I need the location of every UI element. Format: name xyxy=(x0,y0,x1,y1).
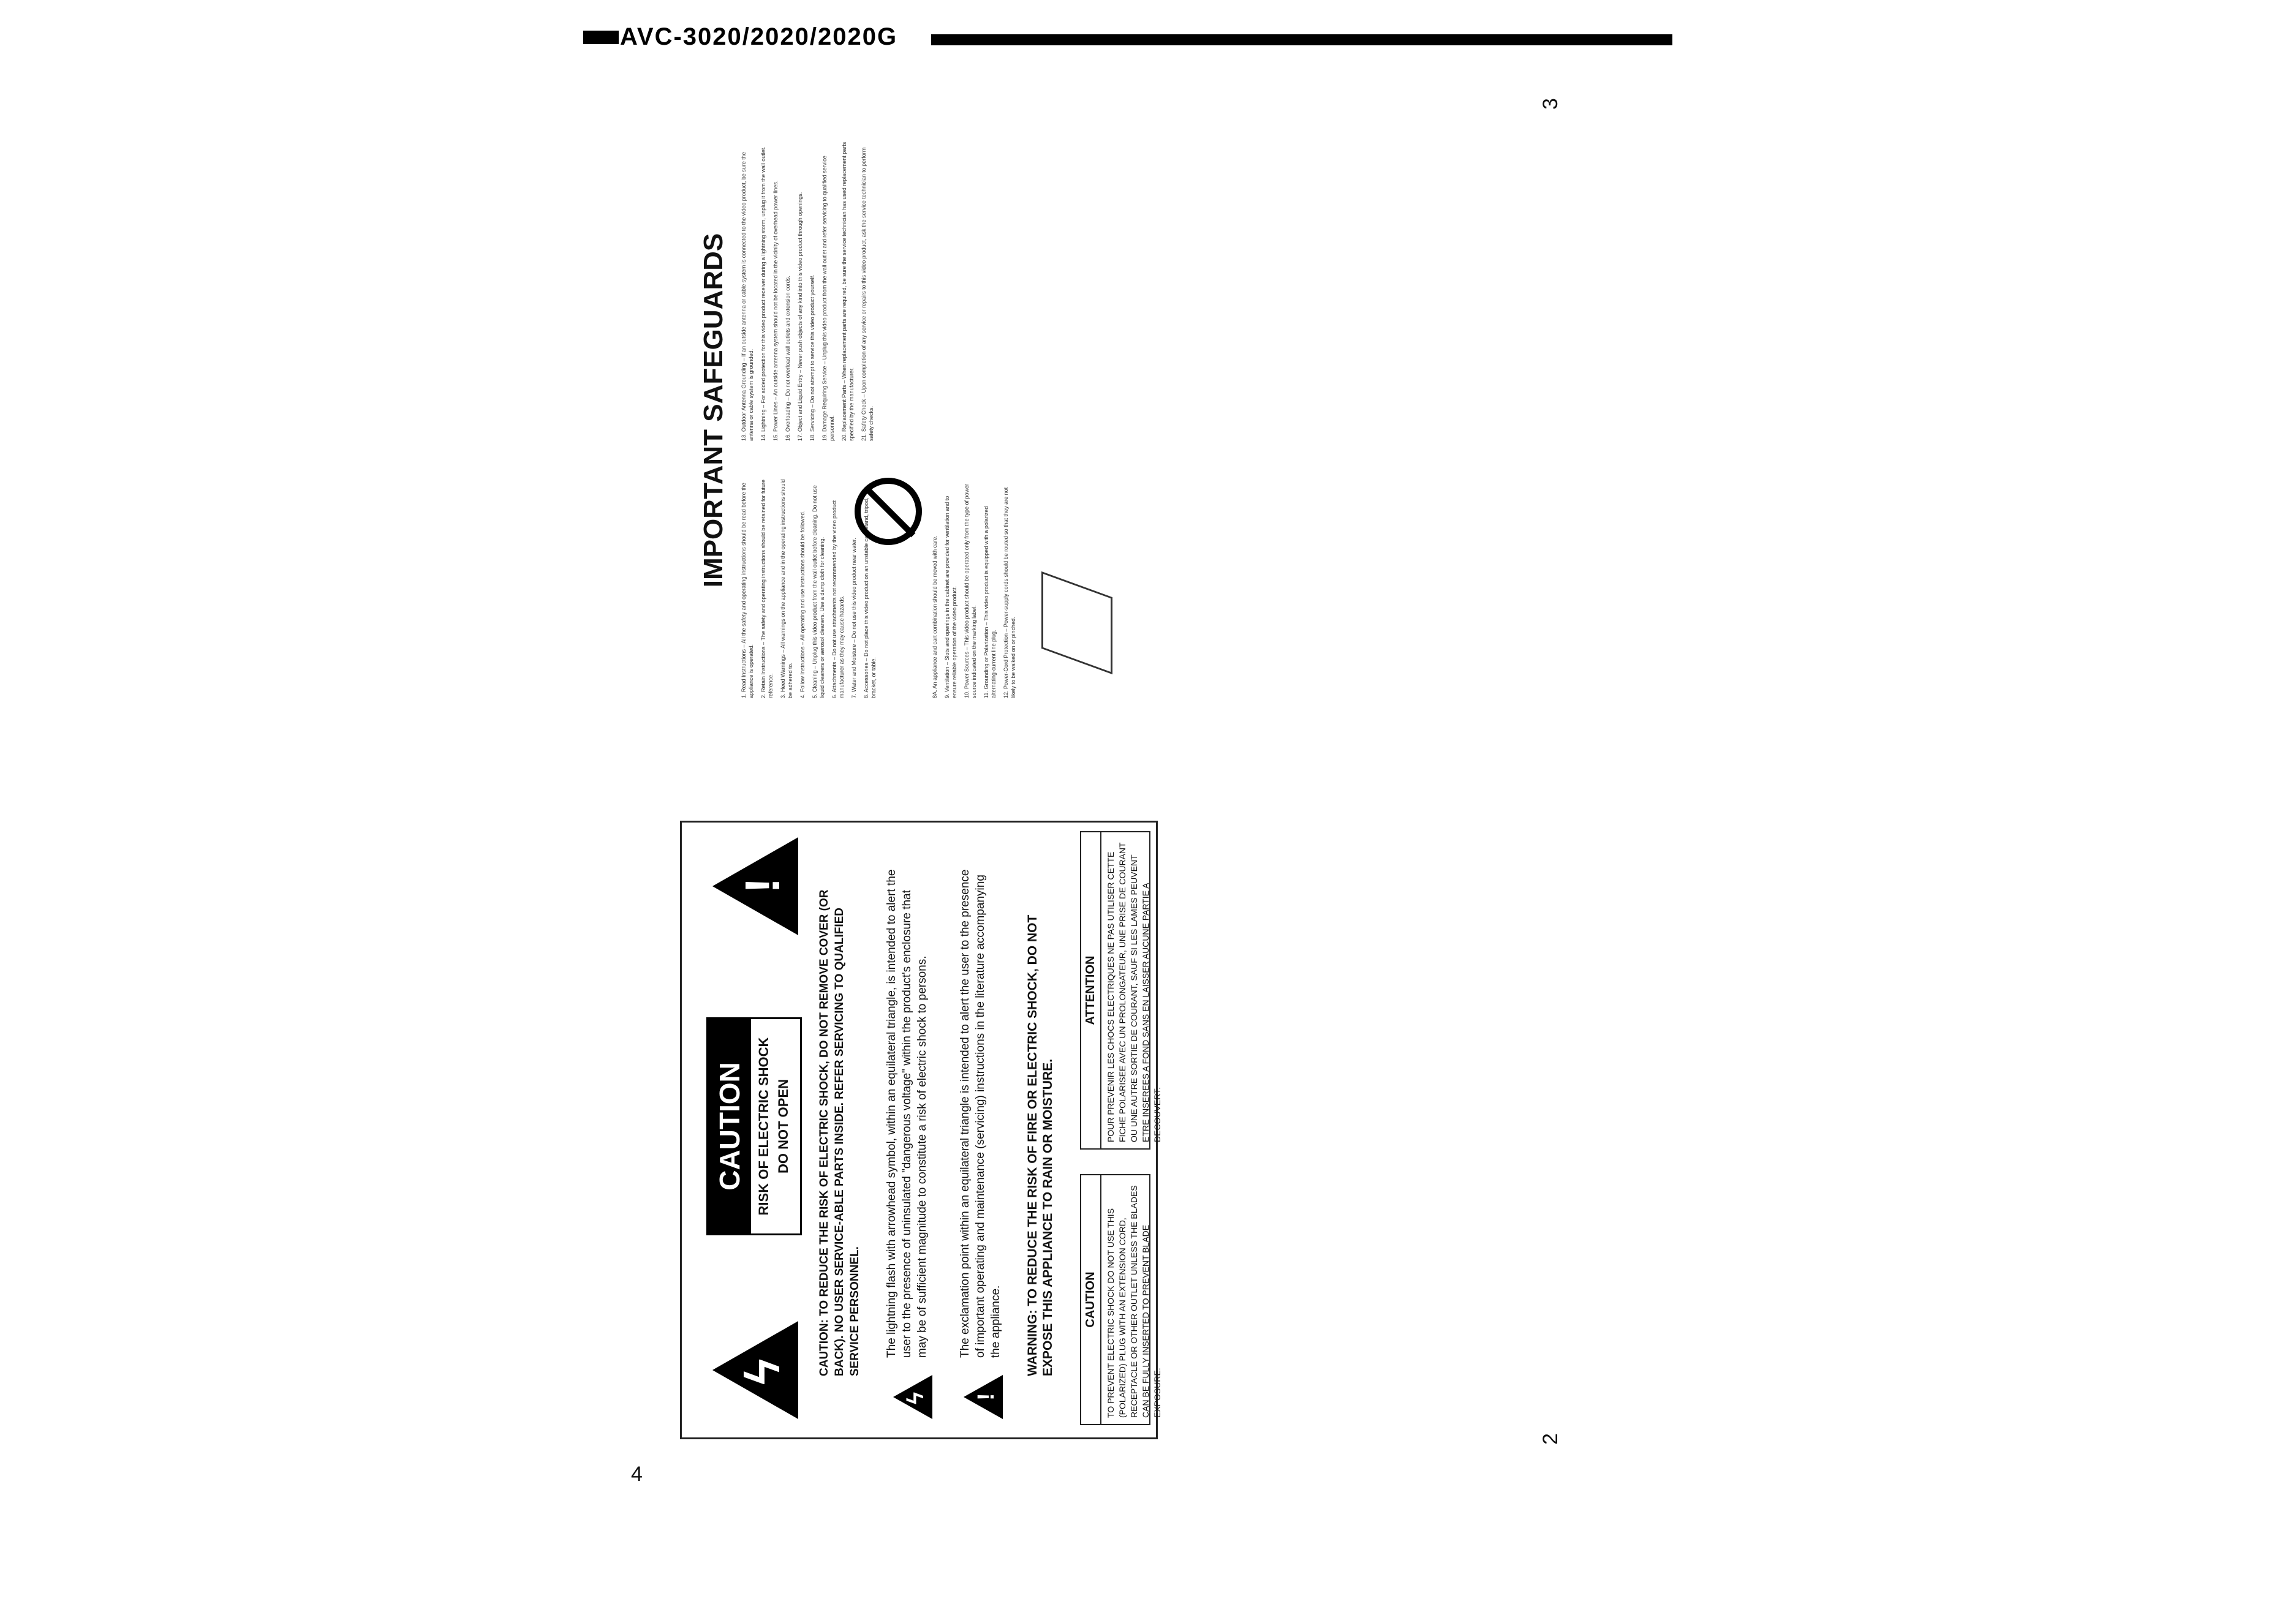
safeguard-item: 15. Power Lines – An outside antenna system should not be located in the vicinity of overhead power lines. xyxy=(772,180,779,441)
small-lightning-icon: ϟ xyxy=(893,1375,932,1419)
safeguard-item: 16. Overloading – Do not overload wall outlets and extension cords. xyxy=(785,276,791,441)
safeguard-item: 1. Read Instructions – All the safety and operating instructions should be read before the appliance is operated. xyxy=(741,483,754,698)
warning-statement: WARNING: TO REDUCE THE RISK OF FIRE OR ELECTRIC SHOCK, DO NOT EXPOSE THIS APPLIANCE TO RAIN OR MOISTURE. xyxy=(1025,914,1055,1376)
safeguards-panel xyxy=(698,122,1642,698)
caution-sub-1: RISK OF ELECTRIC SHOCK xyxy=(756,1037,771,1216)
safeguard-item: 3. Heed Warnings – All warnings on the appliance and in the operating instructions should be adhered to. xyxy=(780,479,793,698)
header-bar-left xyxy=(583,31,619,44)
caution-box-title: CAUTION xyxy=(1081,1175,1101,1424)
header-bar-right xyxy=(931,34,1672,45)
safeguard-item: 11. Grounding or Polarization – This video product is equipped with a polarized alternating-current line plug. xyxy=(983,506,997,698)
caution-frame xyxy=(680,821,1162,1439)
safeguard-item: 20. Replacement Parts – When replacement parts are required, be sure the service technician has used replacement parts specified by the manufacturer. xyxy=(841,141,855,441)
attention-box-title: ATTENTION xyxy=(1081,832,1101,1148)
small-exclamation-icon: ! xyxy=(964,1375,1003,1419)
safeguard-item: 14. Lightning – For added protection for this video product receiver during a lightning storm, unplug it from the wall outlet. xyxy=(760,146,766,441)
safeguard-item: 7. Water and Moisture – Do not use this video product near water. xyxy=(851,538,857,698)
caution-polarized-box xyxy=(1080,1174,1162,1425)
safeguard-item: 5. Cleaning – Unplug this video product from the wall outlet before cleaning. Do not use liquid cleaners or aerosol cleaners. Use a damp cloth for cleaning. xyxy=(812,485,825,698)
page-number-right-bottom: 2 xyxy=(1538,1433,1562,1445)
safeguard-item: 19. Damage Requiring Service – Unplug this video product from the wall outlet and refer servicing to qualified service personnel. xyxy=(821,156,835,441)
safeguard-item: 18. Servicing – Do not attempt to service this video product yourself. xyxy=(809,274,815,441)
exclamation-warning-icon: ! xyxy=(712,837,798,935)
safeguard-item: 12. Power-Cord Protection – Power-supply cords should be routed so that they are not likely to be walked on or pinched. xyxy=(1003,487,1016,698)
caution-heading: CAUTION xyxy=(708,1019,751,1233)
safeguard-item: 13. Outdoor Antenna Grounding – If an outside antenna or cable system is connected to the video product, be sure the antenna or cable system is grounded. xyxy=(741,152,754,441)
no-cart-tipping-icon xyxy=(855,478,922,545)
safeguards-column-3 xyxy=(740,135,880,441)
safeguard-item: 9. Ventilation – Slots and openings in the cabinet are provided for ventilation and to ensure reliable operation of the video product. xyxy=(944,495,957,698)
safeguards-column-2 xyxy=(931,478,1022,698)
caution-box-body: TO PREVENT ELECTRIC SHOCK DO NOT USE THIS (POLARIZED) PLUG WITH AN EXTENSION CORD, RECEPTACLE OR OTHER OUTLET UNLESS THE BLADES CAN BE FULLY INSERTED TO PREVENT BLADE EXPOSURE. xyxy=(1106,1185,1162,1418)
attention-box-body: POUR PREVENIR LES CHOCS ELECTRIQUES NE PAS UTILISER CETTE FICHE POLARISEE AVEC UN PROLONGATEUR, UNE PRISE DE COURANT OU UNE AUTRE SORTIE DE COURANT, SAUF SI LES LAMES PEUVENT ETRE INSEREES A FOND SANS EN LAISSER AUCUNE PARTIE A DECOUVERT. xyxy=(1106,842,1162,1142)
caution-panel xyxy=(680,821,1162,1439)
safeguard-item: 21. Safety Check – Upon completion of any service or repairs to this video product, ask the service technician to perform safety checks. xyxy=(861,147,874,441)
page-number-right-top: 3 xyxy=(1538,98,1562,110)
safeguards-title: IMPORTANT SAFEGUARDS xyxy=(698,233,728,588)
model-title: AVC-3020/2020/2020G xyxy=(620,23,898,50)
safeguard-item: 4. Follow Instructions – All operating and use instructions should be followed. xyxy=(799,510,806,698)
caution-sub-2: DO NOT OPEN xyxy=(776,1079,791,1174)
safeguard-item: 10. Power Sources – This video product should be operated only from the type of power source indicated on the marking label. xyxy=(964,483,977,698)
safeguard-item: 8A. An appliance and cart combination should be moved with care. xyxy=(932,535,938,698)
lightning-warning-icon: ϟ xyxy=(712,1321,798,1419)
safeguard-item: 2. Retain Instructions – The safety and operating instructions should be retained for future reference. xyxy=(760,479,774,698)
lightning-explanation: The lightning flash with arrowhead symbol, within an equilateral triangle, is intended to alert the user to the presence of uninsulated "dangerous voltage" within the product's enclosure that may be of sufficient magnitude to constitute a risk of electric shock to persons. xyxy=(885,869,929,1358)
page-number-left: 4 xyxy=(631,1463,643,1486)
attention-box xyxy=(1080,831,1162,1150)
exclamation-explanation: The exclamation point within an equilateral triangle is intended to alert the user to the presence of important operating and maintenance (servicing) instructions in the literature accompanying the appliance. xyxy=(959,869,1002,1358)
antenna-grounding-diagram xyxy=(1041,571,1112,674)
safeguard-item: 17. Object and Liquid Entry – Never push objects of any kind into this video product through openings. xyxy=(797,192,803,441)
safeguard-item: 6. Attachments – Do not use attachments not recommended by the video product manufacturer as they may cause hazards. xyxy=(831,500,845,698)
caution-statement: CAUTION: TO REDUCE THE RISK OF ELECTRIC SHOCK, DO NOT REMOVE COVER (OR BACK). NO USER SERVICE-ABLE PARTS INSIDE. REFER SERVICING TO QUALIFIED SERVICE PERSONNEL. xyxy=(818,889,861,1376)
safeguard-item: 8. Accessories – Do not place this video product on an unstable cart, stand, tripod, bracket, or table. xyxy=(863,497,877,698)
caution-label xyxy=(706,1017,802,1235)
